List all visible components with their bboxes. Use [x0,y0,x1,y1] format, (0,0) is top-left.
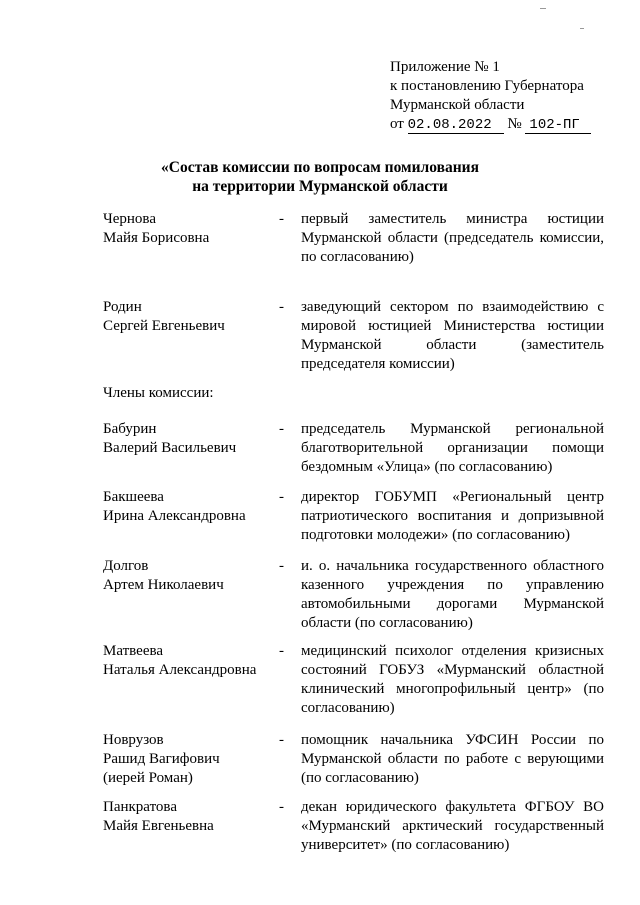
member-surname: Бакшеева [103,489,164,505]
member-given-name: Майя Евгеньевна [103,818,214,834]
number-label: № [507,116,522,132]
member-position: директор ГОБУМП «Региональный центр патриотического воспитания и допризывной подготовки молодежи» (по согласованию) [301,489,604,543]
decree-date: 02.08.2022 [408,118,504,134]
member-name [103,298,273,336]
member-surname: Панкратова [103,799,177,815]
member-surname: Матвеева [103,643,164,659]
scan-mark [580,28,584,29]
member-surname: Родин [103,299,142,315]
member-name [103,798,273,836]
dash: - [279,643,284,659]
dash: - [279,299,284,315]
from-label: от [390,116,404,132]
member-position: и. о. начальника государственного областного казенного учреждения по управлению автомобильными дорогами Мурманской области (по согласованию) [301,558,604,631]
member-position: декан юридического факультета ФГБОУ ВО «Мурманский арктический государственный университет» (по согласованию) [301,799,604,853]
member-name [103,210,273,248]
member-position: первый заместитель министра юстиции Мурманской области (председатель комиссии, по согласованию) [301,211,604,265]
member-given-name: Наталья Александровна [103,662,257,678]
dash: - [279,421,284,437]
member-given-name: Рашид Вагифович [103,751,220,767]
member-position: председатель Мурманской региональной благотворительной организации помощи бездомным «Улица» (по согласованию) [301,421,604,475]
member-given-name: Валерий Васильевич [103,440,237,456]
date-number-line [390,115,591,134]
member-surname: Чернова [103,211,156,227]
document-title [0,158,640,196]
member-position: помощник начальника УФСИН России по Мурманской области по работе с верующими (по согласованию) [301,732,604,786]
member-surname: Новрузов [103,732,164,748]
member-name [103,731,273,788]
appendix-header [390,58,591,134]
dash: - [279,211,284,227]
title-line-1: «Состав комиссии по вопросам помилования [161,159,479,176]
members-label: Члены комиссии: [103,385,214,401]
member-name [103,642,273,680]
member-name [103,557,273,595]
title-line-2: на территории Мурманской области [192,178,448,195]
member-given-name: Ирина Александровна [103,508,246,524]
member-name [103,420,273,458]
region-name: Мурманской области [390,97,525,113]
member-given-name: Сергей Евгеньевич [103,318,225,334]
decree-number: 102-ПГ [525,118,591,134]
member-given-name: Артем Николаевич [103,577,224,593]
decree-reference: к постановлению Губернатора [390,78,584,94]
dash: - [279,799,284,815]
scan-mark [540,8,546,9]
dash: - [279,732,284,748]
dash: - [279,489,284,505]
member-surname: Долгов [103,558,149,574]
member-name [103,488,273,526]
dash: - [279,558,284,574]
member-position: медицинский психолог отделения кризисных состояний ГОБУЗ «Мурманский областной клинический многопрофильный центр» (по согласованию) [301,643,604,716]
member-position: заведующий сектором по взаимодействию с мировой юстицией Министерства юстиции Мурманской области (заместитель председателя комиссии) [301,299,604,372]
member-given-name: Майя Борисовна [103,230,210,246]
member-clerical-name: (иерей Роман) [103,770,193,786]
member-surname: Бабурин [103,421,157,437]
appendix-number: Приложение № 1 [390,59,500,75]
